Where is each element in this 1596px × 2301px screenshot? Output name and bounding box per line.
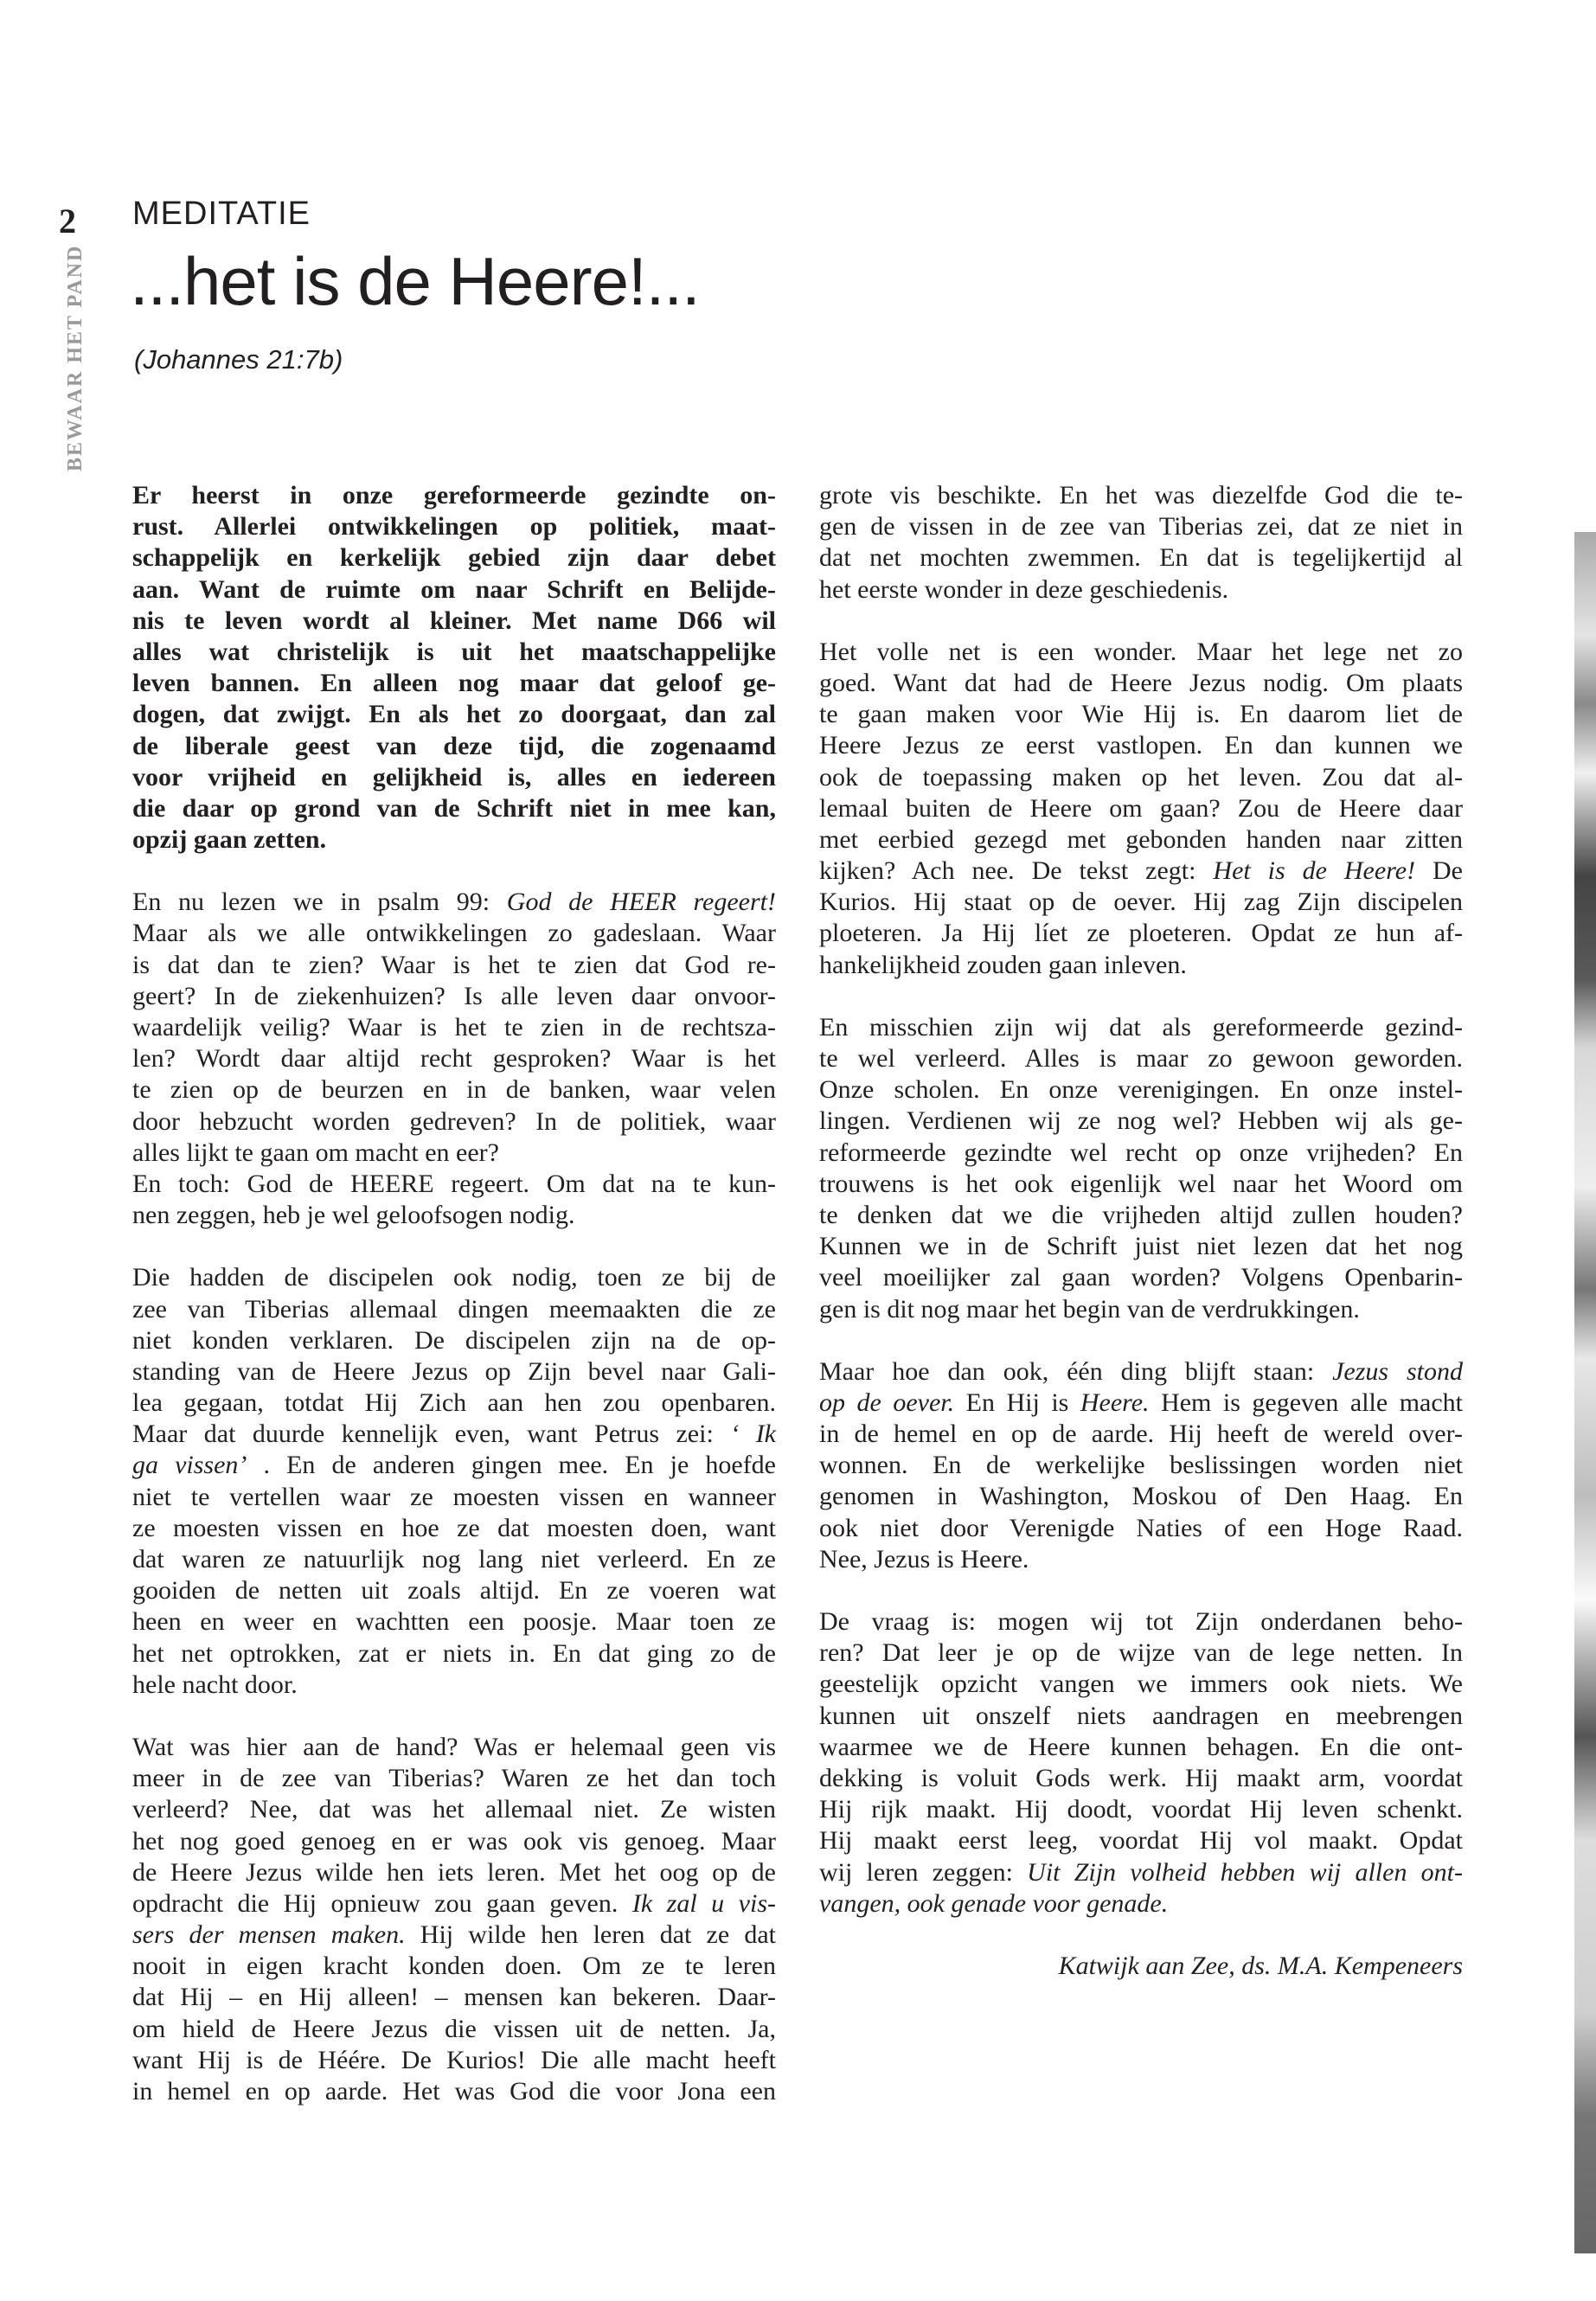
text-line: veel moeilijker zal gaan worden? Volgens Openbarin-	[819, 1263, 1463, 1292]
text-line: En toch: God de HEERE regeert. Om dat na te kun-	[132, 1169, 776, 1198]
text-line: aan. Want de ruimte om naar Schrift en Belijde-	[132, 574, 776, 604]
text-line: genomen in Washington, Moskou of Den Haag. En	[819, 1482, 1463, 1511]
italic-text: Uit Zijn volheid hebben wij allen ont-	[1027, 1857, 1463, 1887]
text-line: Heere Jezus ze eerst vastlopen. En dan kunnen we	[819, 731, 1463, 760]
body-paragraph	[132, 887, 776, 1169]
text-line: zee van Tiberias allemaal dingen meemaakten die ze	[132, 1294, 776, 1324]
text-line: het net optrokken, zat er niets in. En dat ging zo de	[132, 1638, 776, 1668]
text-line: geestelijk opzicht vangen we immers ook niets. We	[819, 1670, 1463, 1699]
text-line: gen de vissen in de zee van Tiberias zei, dat ze niet in	[819, 512, 1463, 542]
page-number: 2	[59, 202, 76, 240]
text-line: nis te leven wordt al kleiner. Met name D66 wil	[132, 606, 776, 635]
side-label: BEWAAR HET PAND	[64, 244, 87, 471]
text-line: hele nacht door.	[132, 1670, 298, 1699]
text-line: door hebzucht worden gedreven? In de politiek, waar	[132, 1106, 776, 1136]
text-line: dekking is voluit Gods werk. Hij maakt arm, voordat	[819, 1763, 1463, 1792]
text-line: voor vrijheid en gelijkheid is, alles en iedereen	[132, 762, 776, 792]
italic-text: Heere.	[1080, 1388, 1150, 1417]
text-line: trouwens is het ook eigenlijk wel naar het Woord om	[819, 1169, 1463, 1198]
text-line: verleerd? Nee, dat was het allemaal niet. Ze wisten	[132, 1795, 776, 1824]
scripture-reference: (Johannes 21:7b)	[134, 344, 343, 375]
text-line: te gaan maken voor Wie Hij is. En daarom liet de	[819, 700, 1463, 729]
text-line: Hij rijk maakt. Hij doodt, voordat Hij leven schenkt.	[819, 1795, 1463, 1824]
text-line: alles wat christelijk is uit het maatschappelijke	[132, 637, 776, 666]
body-paragraph	[132, 1262, 776, 1701]
text-line: lingen. Verdienen wij ze nog wel? Hebben wij als ge-	[819, 1106, 1463, 1136]
italic-text: vangen, ook genade voor genade.	[819, 1888, 1169, 1918]
left-column	[132, 480, 776, 2138]
text-line: niet konden verklaren. De discipelen zijn na de op-	[132, 1325, 776, 1355]
text-line: schappelijk en kerkelijk gebied zijn daar debet	[132, 543, 776, 573]
text-line: ze moesten vissen en hoe ze dat moesten doen, want	[132, 1513, 776, 1542]
text-line: gooiden de netten uit zoals altijd. En ze voeren wat	[132, 1576, 776, 1606]
text-line: te denken dat we die vrijheden altijd zullen houden?	[819, 1200, 1463, 1229]
italic-text: Jezus stond	[1332, 1356, 1463, 1386]
text-line: op de oever. En Hij is Heere. Hem is gegeven alle macht	[819, 1388, 1463, 1417]
text-line	[819, 1888, 1463, 1920]
body-paragraph	[819, 637, 1463, 981]
text-line: En nu lezen we in psalm 99: God de HEER regeert!	[132, 888, 776, 917]
italic-text: sers der mensen maken.	[132, 1920, 406, 1950]
text-line: Wat was hier aan de hand? Was er helemaal geen vis	[132, 1732, 776, 1761]
text-line: dat net mochten zwemmen. En dat is tegelijkertijd al	[819, 543, 1463, 573]
text-line: ren? Dat leer je op de wijze van de lege netten. In	[819, 1638, 1463, 1668]
text-line: standing van de Heere Jezus op Zijn bevel naar Gali-	[132, 1356, 776, 1386]
italic-text: op de oever.	[819, 1388, 955, 1417]
text-line: goed. Want dat had de Heere Jezus nodig. Om plaats	[819, 668, 1463, 697]
text-line: in hemel en op aarde. Het was God die voor Jona een	[132, 2077, 776, 2106]
body-paragraph	[132, 1169, 776, 1231]
text-line: dat waren ze natuurlijk nog lang niet verleerd. En ze	[132, 1545, 776, 1574]
article-title: ...het is de Heere!...	[130, 243, 700, 319]
text-line: de liberale geest van deze tijd, die zogenaamd	[132, 731, 776, 760]
italic-text: ga vissen’	[132, 1451, 247, 1480]
text-line: dat Hij – en Hij alleen! – mensen kan bekeren. Daar-	[132, 1983, 776, 2012]
right-column	[819, 480, 1463, 1982]
text-line: sers der mensen maken. Hij wilde hen leren dat ze dat	[132, 1920, 776, 1950]
text-line: hankelijkheid zouden gaan inleven.	[819, 950, 1187, 979]
text-line: want Hij is de Héére. De Kurios! Die alle macht heeft	[132, 2045, 776, 2074]
body-paragraph	[819, 1012, 1463, 1325]
text-line: is dat dan te zien? Waar is het te zien dat God re-	[132, 950, 776, 979]
intro-paragraph	[132, 480, 776, 856]
text-line: Die hadden de discipelen ook nodig, toen ze bij de	[132, 1263, 776, 1292]
text-line: Kunnen we in de Schrift juist niet lezen dat het nog	[819, 1232, 1463, 1261]
text-line: kunnen uit onszelf niets aandragen en meebrengen	[819, 1701, 1463, 1730]
text-line: nen zeggen, heb je wel geloofsogen nodig.	[132, 1201, 575, 1230]
body-paragraph	[132, 1732, 776, 2107]
text-line: rust. Allerlei ontwikkelingen op politiek, maat-	[132, 512, 776, 542]
text-line: waarmee we de Heere kunnen behagen. En die ont-	[819, 1732, 1463, 1761]
text-line: dogen, dat zwijgt. En als het zo doorgaat, dan zal	[132, 700, 776, 729]
text-line: reformeerde gezindte wel recht op onze vrijheden? En	[819, 1138, 1463, 1167]
text-line: niet te vertellen waar ze moesten vissen en wanneer	[132, 1482, 776, 1511]
text-line: heen en weer en wachtten een poosje. Maar toen ze	[132, 1607, 776, 1637]
text-line: de Heere Jezus wilde hen iets leren. Met het oog op de	[132, 1857, 776, 1887]
text-line: het nog goed genoeg en er was ook vis genoeg. Maar	[132, 1826, 776, 1856]
text-line: nooit in eigen kracht konden doen. Om ze te leren	[132, 1952, 776, 1981]
text-line: Onze scholen. En onze verenigingen. En onze instel-	[819, 1075, 1463, 1105]
edge-photo	[1574, 532, 1596, 2253]
text-line: opzij gaan zetten.	[132, 825, 327, 855]
text-line: om hield de Heere Jezus die vissen uit de netten. Ja,	[132, 2014, 776, 2043]
text-line: lemaal buiten de Heere om gaan? Zou de Heere daar	[819, 793, 1463, 823]
italic-text: God de HEER regeert!	[506, 888, 776, 917]
text-line: Kurios. Hij staat op de oever. Hij zag Zijn discipelen	[819, 888, 1463, 917]
text-line: in de hemel en op de aarde. Hij heeft de wereld over-	[819, 1420, 1463, 1449]
text-line: ploeteren. Ja Hij líet ze ploeteren. Opdat ze hun af-	[819, 919, 1463, 948]
text-line: het eerste wonder in deze geschiedenis.	[819, 574, 1229, 604]
text-line: alles lijkt te gaan om macht en eer?	[132, 1138, 499, 1167]
text-line: len? Wordt daar altijd recht gesproken? Waar is het	[132, 1044, 776, 1074]
body-paragraph	[819, 480, 1463, 606]
text-line: wij leren zeggen: Uit Zijn volheid hebben wij allen ont-	[819, 1857, 1463, 1887]
italic-text: Ik zal u vis-	[631, 1888, 776, 1918]
text-line: met eerbied gezegd met gebonden handen naar zitten	[819, 824, 1463, 854]
text-line: kijken? Ach nee. De tekst zegt: Het is de Heere! De	[819, 856, 1463, 886]
text-line: lea gegaan, totdat Hij Zich aan hen zou openbaren.	[132, 1388, 776, 1418]
text-line: Hij maakt eerst leeg, voordat Hij vol maakt. Opdat	[819, 1826, 1463, 1856]
text-line: leven bannen. En alleen nog maar dat geloof ge-	[132, 669, 776, 698]
text-line: En misschien zijn wij dat als gereformeerde gezind-	[819, 1012, 1463, 1042]
text-line: grote vis beschikte. En het was diezelfde God die te-	[819, 481, 1463, 510]
section-label: MEDITATIE	[132, 195, 311, 232]
text-line: gen is dit nog maar het begin van de verdrukkingen.	[819, 1294, 1360, 1324]
italic-text: ‘ Ik	[730, 1420, 776, 1449]
text-line: opdracht die Hij opnieuw zou gaan geven. Ik zal u vis-	[132, 1888, 776, 1918]
text-line: ook de toepassing maken op het leven. Zou dat al-	[819, 762, 1463, 792]
text-line: Maar als we alle ontwikkelingen zo gadeslaan. Waar	[132, 919, 776, 948]
text-line: die daar op grond van de Schrift niet in mee kan,	[132, 793, 776, 823]
text-line: waardelijk veilig? Waar is het te zien in de rechtsza-	[132, 1013, 776, 1042]
body-paragraph	[819, 1356, 1463, 1575]
text-line: Maar hoe dan ook, één ding blijft staan: Jezus stond	[819, 1356, 1463, 1386]
text-line: te wel verleerd. Alles is maar zo gewoon geworden.	[819, 1044, 1463, 1073]
body-paragraph	[819, 1606, 1463, 1920]
text-line: Het volle net is een wonder. Maar het lege net zo	[819, 637, 1463, 666]
author-signature: Katwijk aan Zee, ds. M.A. Kempeneers	[1058, 1951, 1463, 1980]
text-line: te zien op de beurzen en in de banken, waar velen	[132, 1075, 776, 1105]
text-line: De vraag is: mogen wij tot Zijn onderdanen beho-	[819, 1607, 1463, 1636]
text-line: geert? In de ziekenhuizen? Is alle leven daar onvoor-	[132, 981, 776, 1010]
text-line: meer in de zee van Tiberias? Waren ze het dan toch	[132, 1764, 776, 1793]
text-line: Nee, Jezus is Heere.	[819, 1544, 1029, 1574]
italic-text: Het is de Heere!	[1213, 856, 1416, 886]
text-line: ook niet door Verenigde Naties of een Hoge Raad.	[819, 1513, 1463, 1542]
text-line: ga vissen’ . En de anderen gingen mee. En je hoefde	[132, 1451, 776, 1480]
text-line: Maar dat duurde kennelijk even, want Petrus zei: ‘ Ik	[132, 1420, 776, 1449]
text-line: Er heerst in onze gereformeerde gezindte on-	[132, 481, 776, 510]
text-line: wonnen. En de werkelijke beslissingen worden niet	[819, 1451, 1463, 1480]
